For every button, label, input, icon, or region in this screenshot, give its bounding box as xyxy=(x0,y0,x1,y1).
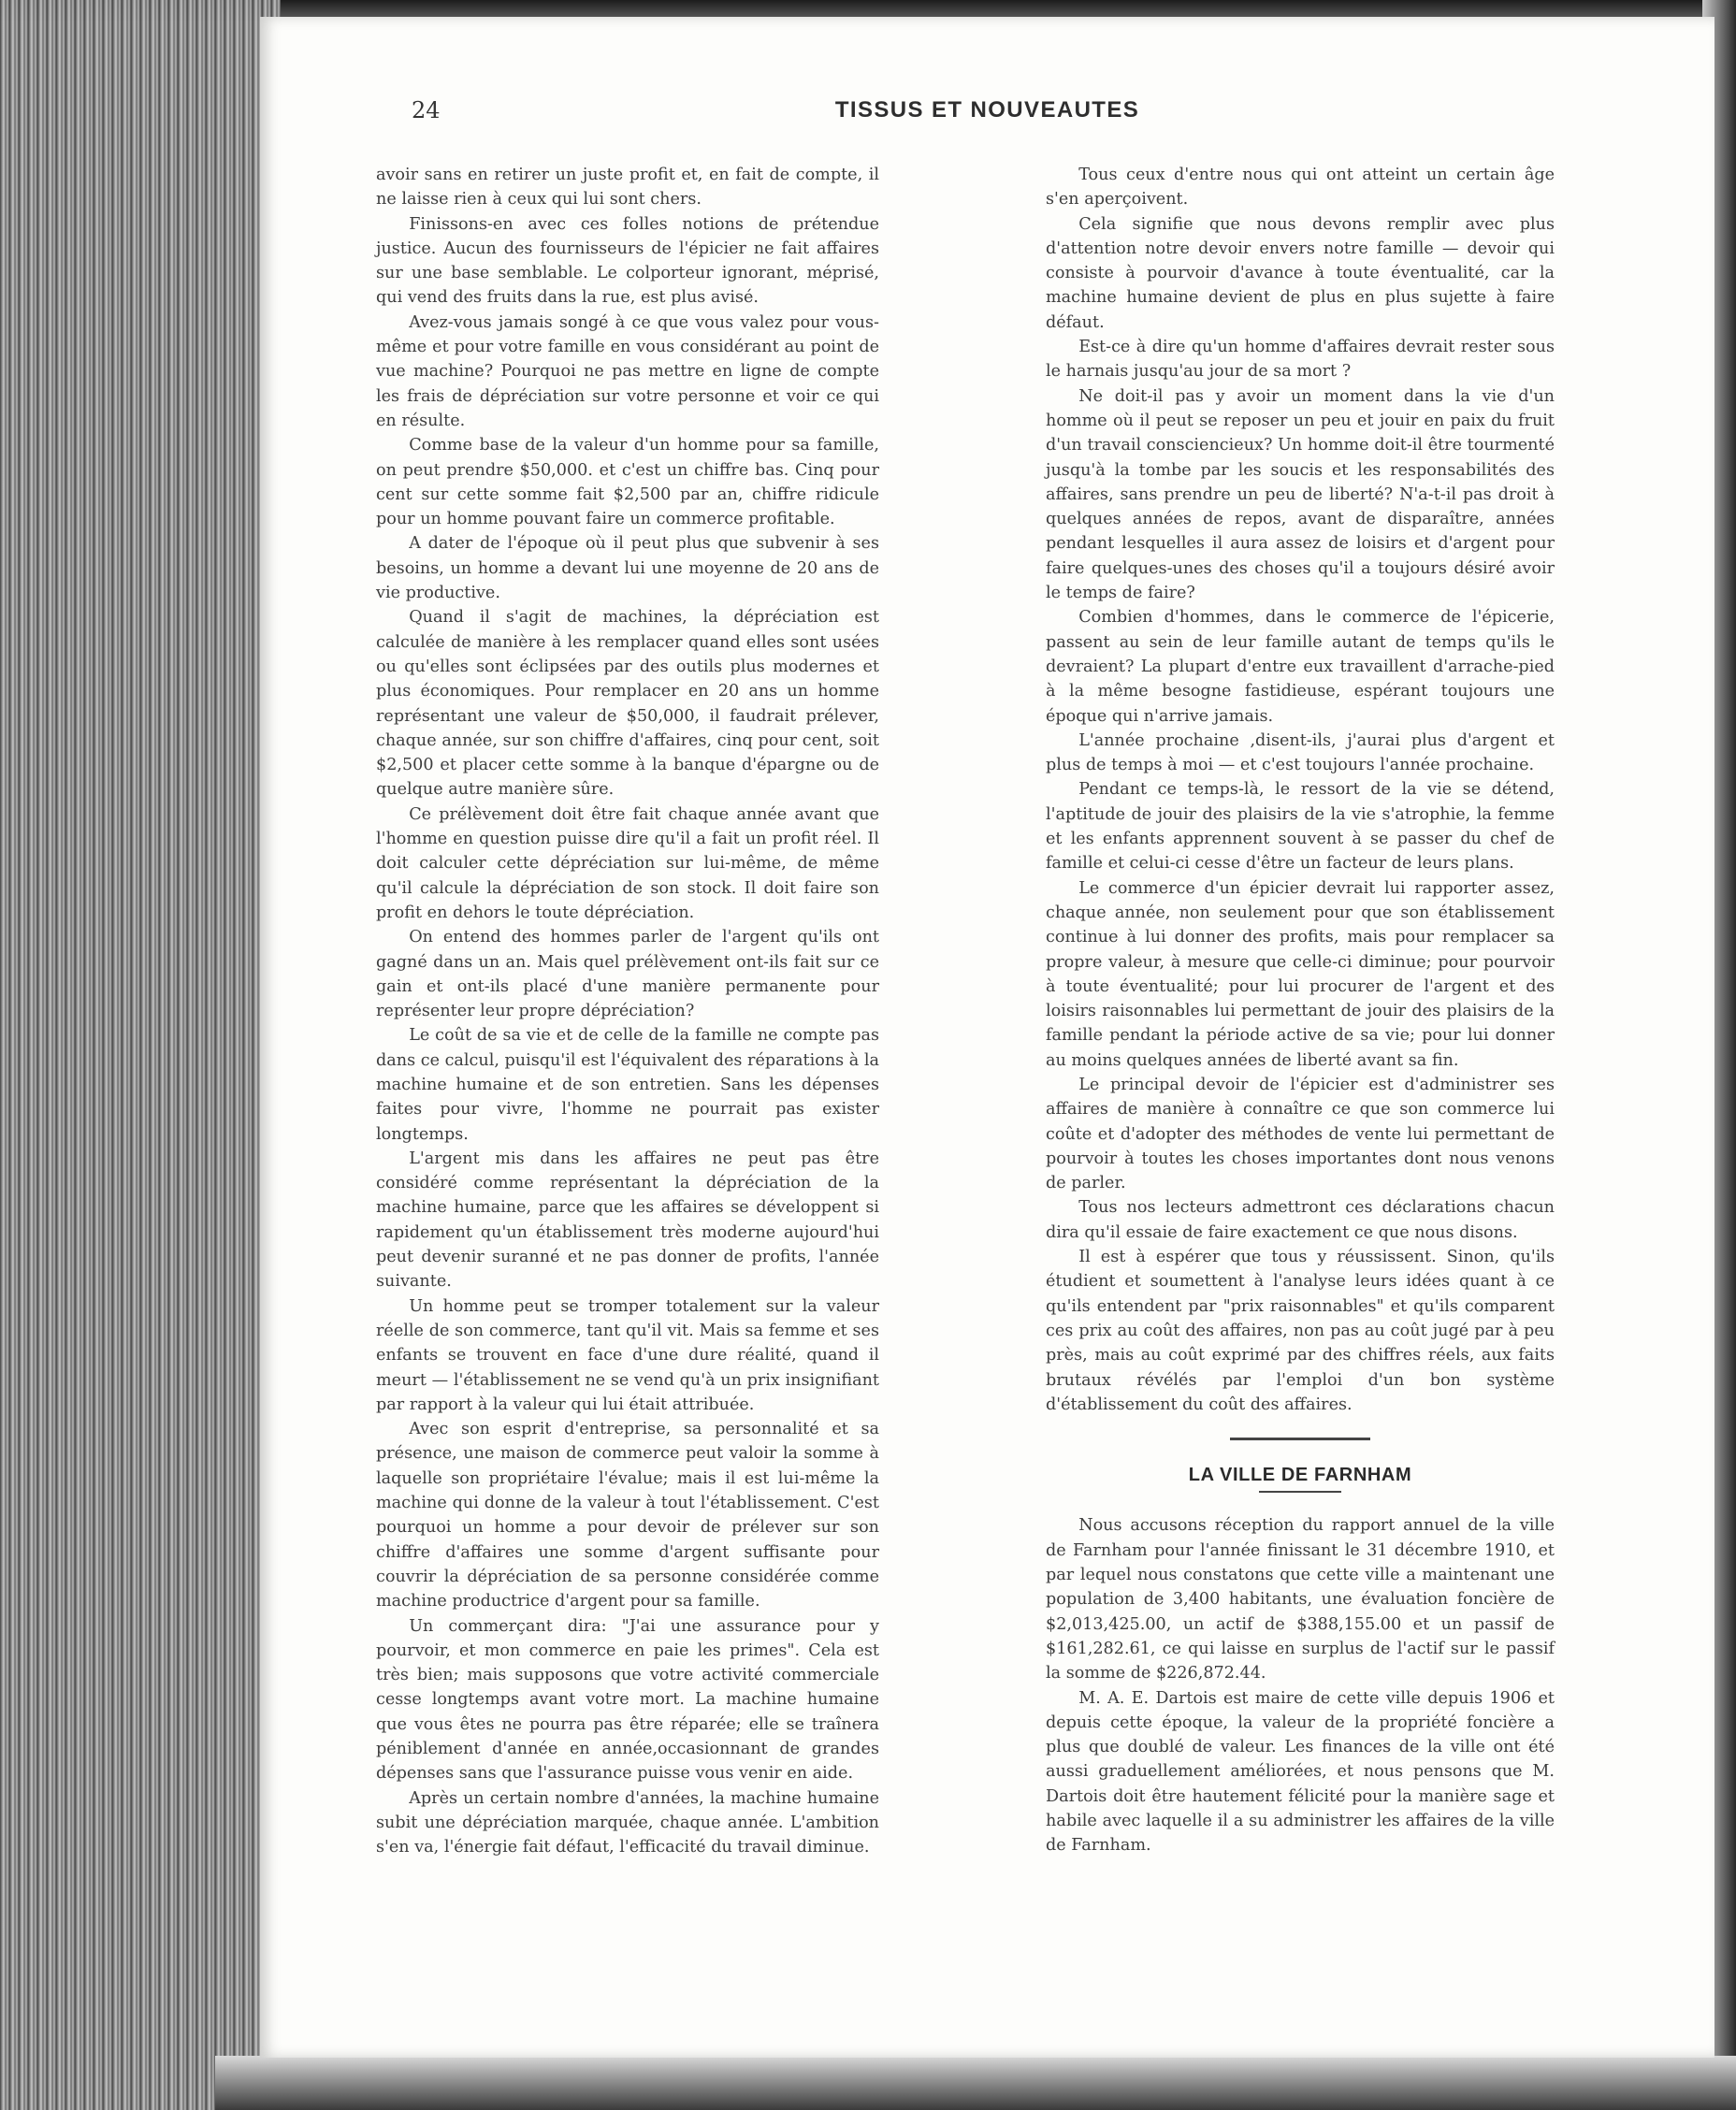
paragraph: Est-ce à dire qu'un homme d'affaires devrait rester sous le harnais jusqu'au jour de sa mort ? xyxy=(1046,338,1555,382)
paragraph: Le commerce d'un épicier devrait lui rapporter assez, chaque année, non seulement pour que son établissement continue à lui donner des profits, mais pour remplacer sa propre valeur, à mesure que celle-ci diminue; pour pourvoir à toute éventualité; pour lui procurer de l'argent et des loisirs raisonnables lui permettant de jouir des plaisirs de la famille pendant la période active de sa vie; pour lui donner au moins quelques années de liberté avant sa fin. xyxy=(1046,878,1555,1070)
paragraph: Ne doit-il pas y avoir un moment dans la vie d'un homme où il peut se reposer un peu et jouir en paix du fruit d'un travail consciencieux? Un homme doit-il être tourmenté jusqu'à la tombe par les soucis et les responsabilités des affaires, sans prendre un peu de liberté? N'a-t-il pas droit à quelques années de repos, avant de disparaître, années pendant lesquelles il aura assez de loisirs et d'argent pour faire quelques-unes des choses qu'il a toujours désiré avoir le temps de faire? xyxy=(1046,386,1555,603)
paragraph: L'argent mis dans les affaires ne peut pas être considéré comme représentant la dépréciation de la machine humaine, parce que les affaires se développent si rapidement qu'un établissement très moderne aujourd'hui peut devenir suranné et ne pas donner de profits, l'année suivante. xyxy=(376,1149,879,1292)
paragraph: Avec son esprit d'entreprise, sa personnalité et sa présence, une maison de commerce peut valoir la somme à laquelle son propriétaire l'évalue; mais il est lui-même la machine qui donne de la valeur à tout l'établissement. C'est pourquoi un homme a pour devoir de prélever sur son chiffre d'affaires une somme d'argent suffisante pour couvrir la dépréciation de sa personne considérée comme machine productrice d'argent pour sa famille. xyxy=(376,1420,879,1611)
paragraph: Finissons-en avec ces folles notions de prétendue justice. Aucun des fournisseurs de l'épicier ne fait affaires sur une base semblable. Le colporteur ignorant, méprisé, qui vend des fruits dans la rue, est plus avisé. xyxy=(376,214,879,308)
book-bottom-edge xyxy=(215,2056,1736,2110)
paragraph: Il est à espérer que tous y réussissent. Sinon, qu'ils étudient et soumettent à l'analyse leurs idées quant à ce qu'ils entendent par "prix raisonnables" et qu'ils comparent ces prix au coût des affaires, non pas au coût jugé par à peu près, mais au coût exprimé par des chiffres réels, aux faits brutaux révélés par l'emploi d'un bon système d'établissement du coût des affaires. xyxy=(1046,1248,1555,1414)
paragraph: On entend des hommes parler de l'argent qu'ils ont gagné dans un an. Mais quel prélèvement ont-ils fait sur ce gain et ont-ils placé d'une manière permanente pour représenter leur propre dépréciation? xyxy=(376,928,879,1021)
paragraph: Avez-vous jamais songé à ce que vous valez pour vous-même et pour votre famille en vous considérant au point de vue machine? Pourquoi ne pas mettre en ligne de compte les frais de dépréciation sur votre personne et voir ce qui en résulte. xyxy=(376,312,879,430)
paragraph: Cela signifie que nous devons remplir avec plus d'attention notre devoir envers notre famille — devoir qui consiste à pourvoir d'avance à toute éventualité, car la machine humaine devient de plus en plus sujette à faire défaut. xyxy=(1046,214,1555,332)
right-column xyxy=(1046,163,1555,1858)
paragraph: Après un certain nombre d'années, la machine humaine subit une dépréciation marquée, chaque année. L'ambition s'en va, l'énergie fait défaut, l'efficacité du travail diminue. xyxy=(376,1788,879,1857)
paragraph: L'année prochaine ,disent-ils, j'aurai plus d'argent et plus de temps à moi — et c'est toujours l'année prochaine. xyxy=(1046,730,1555,775)
book-page-stack xyxy=(0,0,281,2110)
page-number: 24 xyxy=(412,97,441,123)
paragraph: Pendant ce temps-là, le ressort de la vie se détend, l'aptitude de jouir des plaisirs de la vie s'atrophie, la femme et les enfants apprennent souvent à se passer du chef de famille et celui-ci cesse d'être un facteur de leurs plans. xyxy=(1046,780,1555,874)
paragraph: Comme base de la valeur d'un homme pour sa famille, on peut prendre $50,000. et c'est un chiffre bas. Cinq pour cent sur cette somme fait $2,500 par an, chiffre ridicule pour un homme pouvant faire un commerce profitable. xyxy=(376,436,879,529)
paragraph: Nous accusons réception du rapport annuel de la ville de Farnham pour l'année finissant le 31 décembre 1910, et par lequel nous constatons que cette ville a maintenant une population de 3,400 habitants, une évaluation foncière de $2,013,425.00, un actif de $388,155.00 et un passif de $161,282.61, ce qui laisse en surplus de l'actif sur le passif la somme de $226,872.44. xyxy=(1046,1516,1555,1684)
page-header xyxy=(260,90,1714,127)
paragraph: Quand il s'agit de machines, la dépréciation est calculée de manière à les remplacer quand elles sont usées ou qu'elles sont éclipsées par des outils plus modernes et plus économiques. Pour remplacer en 20 ans un homme représentant une valeur de $50,000, il faudrait prélever, chaque année, sur son chiffre d'affaires, cinq pour cent, soit $2,500 et placer cette somme à la banque d'épargne ou de quelque autre manière sûre. xyxy=(376,608,879,800)
paragraph: Un homme peut se tromper totalement sur la valeur réelle de son commerce, tant qu'il vit. Mais sa femme et ses enfants se trouvent en face d'une dure réalité, quand il meurt — l'établissement ne se vend qu'à un prix insignifiant par rapport à la valeur qui lui était attribuée. xyxy=(376,1296,879,1414)
paragraph: Tous nos lecteurs admettront ces déclarations chacun dira qu'il essaie de faire exactement ce que nous disons. xyxy=(1046,1198,1555,1242)
paragraph: Combien d'hommes, dans le commerce de l'épicerie, passent au sein de leur famille autant de temps qu'ils le devraient? La plupart d'entre eux travaillent d'arrache-pied à la même besogne fastidieuse, espérant toujours une époque qui n'arrive jamais. xyxy=(1046,608,1555,726)
section-heading: LA VILLE DE FARNHAM xyxy=(1188,1465,1412,1486)
paragraph: Un commerçant dira: "J'ai une assurance pour y pourvoir, et mon commerce en paie les primes". Cela est très bien; mais supposons que votre activité commerciale cesse longtemps avant votre mort. La machine humaine que vous êtes ne pourra pas être réparée; elle se traînera péniblement d'année en année,occasionnant de grandes dépenses sans que l'assurance puisse vous venir en aide. xyxy=(376,1616,879,1784)
heading-underline xyxy=(1259,1491,1341,1493)
scanned-page xyxy=(260,17,1714,2058)
paragraph: A dater de l'époque où il peut plus que subvenir à ses besoins, un homme a devant lui une moyenne de 20 ans de vie productive. xyxy=(376,534,879,603)
running-title: TISSUS ET NOUVEAUTES xyxy=(834,97,1140,123)
left-column xyxy=(376,163,879,1859)
section-divider xyxy=(1230,1438,1370,1440)
paragraph: avoir sans en retirer un juste profit et, en fait de compte, il ne laisse rien à ceux qui lui sont chers. xyxy=(376,166,879,210)
paragraph: Ce prélèvement doit être fait chaque année avant que l'homme en question puisse dire qu'il a fait un profit réel. Il doit calculer cette dépréciation sur lui-même, de même qu'il calcule la dépréciation de son stock. Il doit faire son profit en dehors le toute dépréciation. xyxy=(376,804,879,922)
paragraph: Le principal devoir de l'épicier est d'administrer ses affaires de manière à connaître ce que son commerce lui coûte et d'adopter des méthodes de vente lui permettant de pourvoir à toutes les choses importantes dont nous venons de parler. xyxy=(1046,1075,1555,1193)
paragraph: Le coût de sa vie et de celle de la famille ne compte pas dans ce calcul, puisqu'il est l'équivalent des réparations à la machine humaine et de son entretien. Sans les dépenses faites pour vivre, l'homme ne pourrait pas exister longtemps. xyxy=(376,1026,879,1144)
paragraph: Tous ceux d'entre nous qui ont atteint un certain âge s'en aperçoivent. xyxy=(1046,166,1555,210)
paragraph: M. A. E. Dartois est maire de cette ville depuis 1906 et depuis cette époque, la valeur de la propriété foncière a plus que doublé de valeur. Les finances de la ville ont été aussi graduellement améliorées, et nous pensons que M. Dartois doit être hautement félicité pour la manière sage et habile avec laquelle il a su administrer les affaires de la ville de Farnham. xyxy=(1046,1688,1555,1856)
